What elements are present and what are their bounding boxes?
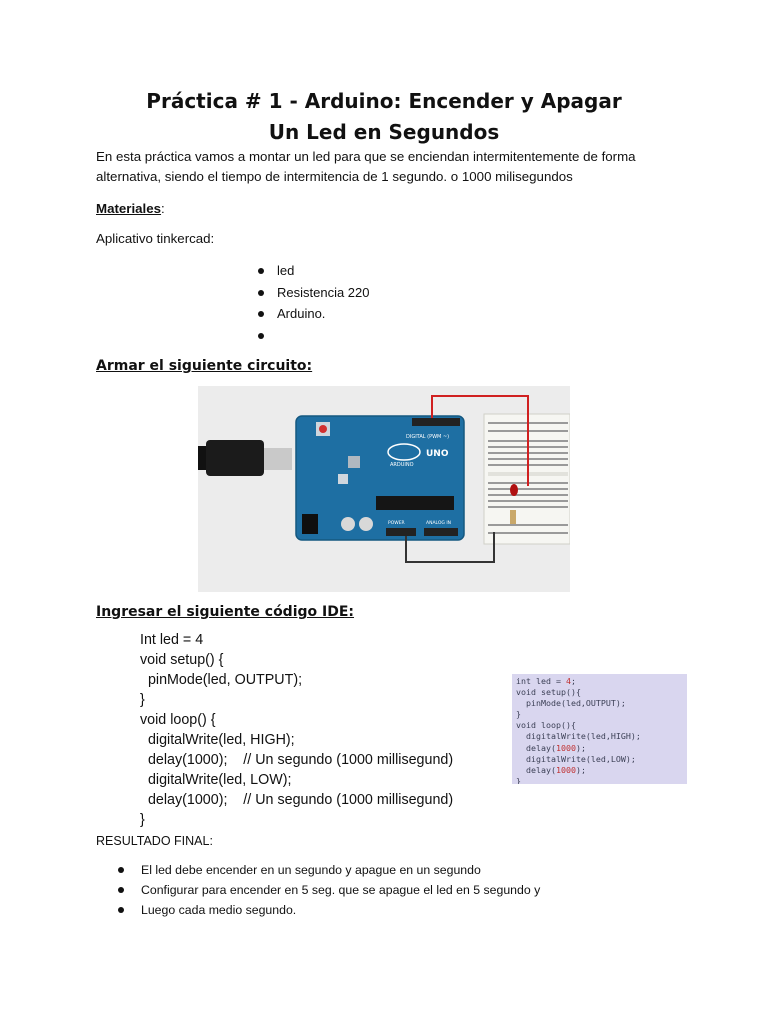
thumb-line: }	[516, 709, 521, 720]
document-title-line-1: Práctica # 1 - Arduino: Encender y Apagar	[146, 89, 622, 113]
list-item: Resistencia 220	[258, 282, 370, 304]
results-list	[118, 860, 540, 920]
thumb-line: int led =	[516, 676, 566, 686]
label-arduino: ARDUINO	[390, 462, 414, 468]
intro-paragraph: En esta práctica vamos a montar un led para que se enciendan intermitentemente de forma alternativa, siendo el tiempo de intermitencia de 1 segundo. o 1000 milisegundos	[96, 149, 636, 184]
label-analog: ANALOG IN	[426, 521, 452, 526]
thumb-line: }	[516, 775, 521, 784]
document-title-line-2: Un Led en Segundos	[268, 120, 500, 144]
thumb-line: delay(	[516, 742, 556, 753]
thumb-line: ;	[570, 676, 576, 686]
led	[510, 484, 518, 496]
app-line: Aplicativo tinkercad:	[96, 231, 215, 246]
materials-heading	[96, 200, 165, 218]
materials-colon: :	[161, 201, 165, 216]
materials-list	[258, 260, 370, 346]
thumb-line: );	[575, 742, 586, 753]
list-item: Configurar para encender en 5 seg. que se apague el led en 5 segundo y	[118, 880, 540, 900]
result-label: RESULTADO FINAL:	[96, 834, 213, 848]
code-block: Int led = 4 void setup() { pinMode(led, OUTPUT); } void loop() { digitalWrite(led, HIGH); delay(1000); // Un segundo (1000 millisegund) digitalWrite(led, LOW); delay(1000); // Un segundo (1000 millisegund) }	[140, 632, 454, 828]
arduino-board	[296, 416, 464, 540]
thumb-line: delay(	[516, 764, 556, 775]
thumb-number: 1000	[555, 764, 576, 775]
thumb-line: void setup(){	[516, 687, 581, 698]
thumb-line: void loop(){	[516, 720, 576, 731]
list-item: Arduino.	[258, 303, 370, 325]
thumb-line: );	[575, 764, 586, 775]
label-uno: UNO	[426, 449, 449, 459]
list-item: Luego cada medio segundo.	[118, 900, 540, 920]
usb-connector	[264, 448, 292, 470]
circuit-image	[198, 386, 570, 592]
usb-plug	[206, 440, 264, 476]
circuit-heading: Armar el siguiente circuito:	[96, 358, 313, 374]
list-item: El led debe encender en un segundo y apague en un segundo	[118, 860, 540, 880]
thumb-line: digitalWrite(led,LOW);	[516, 753, 636, 764]
materials-label: Materiales	[96, 201, 162, 216]
thumb-line: digitalWrite(led,HIGH);	[516, 731, 641, 742]
thumb-number: 4	[565, 676, 571, 686]
label-digital: DIGITAL (PWM ~)	[406, 434, 450, 440]
list-item: led	[258, 260, 370, 282]
list-item	[258, 325, 370, 347]
label-power: POWER	[388, 521, 405, 526]
resistor	[510, 510, 516, 524]
thumb-number: 1000	[555, 742, 576, 753]
code-thumbnail	[512, 674, 687, 784]
thumb-line: pinMode(led,OUTPUT);	[516, 698, 626, 709]
code-heading: Ingresar el siguiente código IDE:	[96, 604, 355, 620]
